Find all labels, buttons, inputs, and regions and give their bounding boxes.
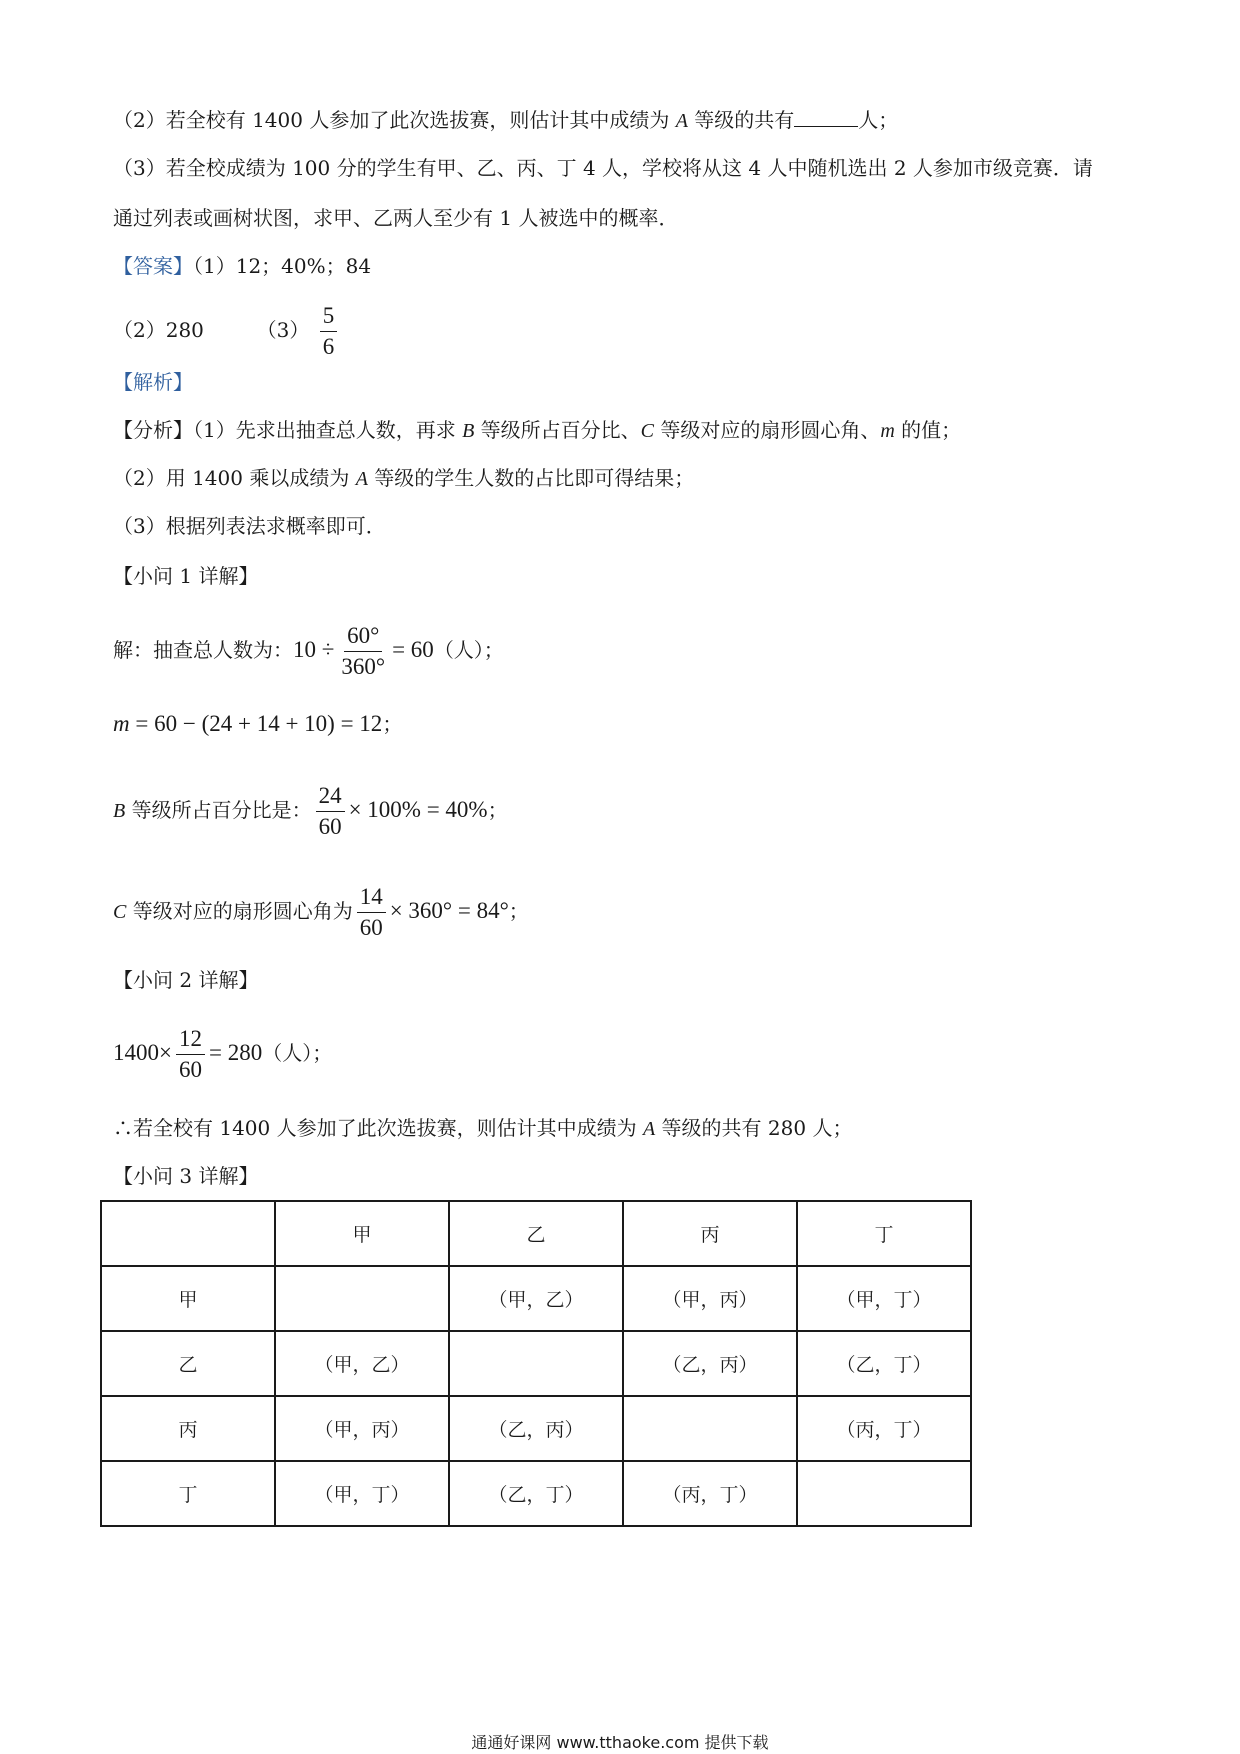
- pairing-table-body: [101, 1201, 971, 1526]
- answer-tag: 【答案】: [113, 254, 193, 278]
- table-cell: （甲，乙）: [449, 1266, 623, 1331]
- table-cell: （乙，丙）: [623, 1331, 797, 1396]
- var-a: A: [642, 1118, 656, 1140]
- fraction-denominator: 60: [318, 814, 342, 839]
- table-row: [101, 1266, 971, 1331]
- footer: 通通好课网 www.tthaoke.com 提供下载: [471, 1733, 769, 1752]
- var-m: m: [880, 420, 895, 442]
- var-b: B: [462, 420, 475, 442]
- b-percentage-line: [113, 775, 508, 845]
- table-cell: （甲，乙）: [275, 1331, 449, 1396]
- b-fraction: [316, 783, 345, 840]
- fraction-numerator: 60°: [344, 623, 382, 652]
- analysis-text: 【分析】（1）先求出抽查总人数，再求: [113, 418, 463, 442]
- answer-part-3-fraction: [320, 303, 338, 360]
- table-row: [101, 1201, 971, 1266]
- total-lead: 10 ÷: [293, 637, 335, 662]
- table-cell: （甲，丁）: [275, 1461, 449, 1526]
- analysis-line-1: [113, 416, 961, 445]
- calc-unit: （人）；: [262, 1041, 333, 1065]
- table-cell: （甲，丁）: [797, 1266, 971, 1331]
- fraction-numerator: 14: [357, 884, 386, 913]
- table-header-cell: 甲: [275, 1201, 449, 1266]
- c-end: ；: [508, 899, 529, 923]
- table-cell: （乙，丙）: [449, 1396, 623, 1461]
- table-cell: [623, 1396, 797, 1461]
- detail-2-conclusion: [113, 1114, 852, 1143]
- b-result: × 100% = 40%: [348, 797, 488, 822]
- total-unit: （人）；: [433, 638, 504, 662]
- q2-prefix: （2）若全校有 1400 人参加了此次选拔赛，则估计其中成绩为: [113, 108, 676, 132]
- fraction-denominator: 360°: [341, 654, 386, 679]
- fraction-numerator: 5: [320, 303, 338, 332]
- analysis-text: 等级的学生人数的占比即可得结果；: [367, 466, 695, 490]
- table-header-cell: 丙: [623, 1201, 797, 1266]
- b-text: 等级所占百分比是：: [125, 798, 312, 822]
- table-cell: （乙，丁）: [797, 1331, 971, 1396]
- table-cell: （丙，丁）: [623, 1461, 797, 1526]
- analysis-text: 的值；: [894, 418, 962, 442]
- table-row: [101, 1331, 971, 1396]
- table-cell: （乙，丁）: [449, 1461, 623, 1526]
- calc-fraction: [176, 1026, 205, 1083]
- detail-2-title: 【小问 2 详解】: [113, 968, 259, 992]
- calc-lead: 1400×: [113, 1040, 172, 1065]
- answer-part-3-label: （3）: [256, 318, 310, 342]
- fraction-denominator: 60: [359, 915, 383, 940]
- fraction-numerator: 12: [176, 1026, 205, 1055]
- answer-blank: [794, 108, 858, 127]
- table-header-cell: 丙: [101, 1396, 275, 1461]
- conclusion-text: 等级的共有 280 人；: [655, 1116, 853, 1140]
- total-prefix: 解：抽查总人数为：: [113, 638, 293, 662]
- table-header-cell: 乙: [101, 1331, 275, 1396]
- question-2: [113, 106, 898, 135]
- total-fraction: [338, 623, 388, 680]
- analysis-text: 等级对应的扇形圆心角、: [654, 418, 881, 442]
- table-row: [101, 1461, 971, 1526]
- table-header-cell: 甲: [101, 1266, 275, 1331]
- fraction-numerator: 24: [316, 783, 345, 812]
- table-cell: （丙，丁）: [797, 1396, 971, 1461]
- m-end: ；: [382, 712, 403, 736]
- table-header-cell: 丁: [101, 1461, 275, 1526]
- q2-end: 人；: [858, 108, 899, 132]
- var-b: B: [113, 800, 126, 822]
- c-fraction: [357, 884, 386, 941]
- fraction-denominator: 6: [322, 334, 335, 359]
- var-c: C: [640, 420, 655, 442]
- total-result: = 60: [392, 637, 434, 662]
- question-3-line-2: 通过列表或画树状图，求甲、乙两人至少有 1 人被选中的概率．: [113, 206, 679, 230]
- fraction-denominator: 60: [178, 1057, 202, 1082]
- table-row: [101, 1396, 971, 1461]
- var-a: A: [355, 468, 368, 490]
- table-header-cell: 乙: [449, 1201, 623, 1266]
- detail-3-title: 【小问 3 详解】: [113, 1164, 259, 1188]
- b-end: ；: [487, 798, 508, 822]
- table-cell: [449, 1331, 623, 1396]
- q2-suffix: 等级的共有: [687, 108, 795, 132]
- total-count-line: [113, 615, 504, 685]
- conclusion-text: ∴若全校有 1400 人参加了此次选拔赛，则估计其中成绩为: [113, 1116, 643, 1140]
- answer-line-2: [113, 300, 341, 360]
- table-cell: （甲，丙）: [623, 1266, 797, 1331]
- analysis-line-3: （3）根据列表法求概率即可．: [113, 514, 386, 538]
- c-angle-line: [113, 876, 529, 946]
- analysis-text: 等级所占百分比、: [474, 418, 641, 442]
- c-result: × 360° = 84°: [389, 898, 509, 923]
- answer-part-1: （1）12；40%；84: [193, 254, 372, 278]
- var-c: C: [113, 901, 127, 923]
- question-3-line-1: （3）若全校成绩为 100 分的学生有甲、乙、丙、丁 4 人，学校将从这 4 人中随机选出 2 人参加市级竞赛．请: [113, 156, 1093, 180]
- m-expression: = 60 − (24 + 14 + 10) = 12: [129, 711, 383, 736]
- detail-2-calc: [113, 1018, 332, 1088]
- c-text: 等级对应的扇形圆心角为: [126, 899, 353, 923]
- q2-var: A: [675, 110, 688, 132]
- answer-line: [113, 252, 371, 280]
- calc-result: = 280: [208, 1040, 263, 1065]
- detail-1-title: 【小问 1 详解】: [113, 564, 259, 588]
- var-m: m: [113, 711, 130, 736]
- table-header-cell: [101, 1201, 275, 1266]
- table-cell: [797, 1461, 971, 1526]
- analysis-text: （2）用 1400 乘以成绩为: [113, 466, 356, 490]
- answer-part-2: （2）280: [113, 318, 204, 342]
- table-cell: [275, 1266, 449, 1331]
- analysis-tag: 【解析】: [113, 370, 193, 394]
- table-header-cell: 丁: [797, 1201, 971, 1266]
- table-cell: （甲，丙）: [275, 1396, 449, 1461]
- pairing-table: [100, 1200, 972, 1527]
- m-line: [113, 710, 402, 738]
- analysis-line-2: [113, 464, 694, 493]
